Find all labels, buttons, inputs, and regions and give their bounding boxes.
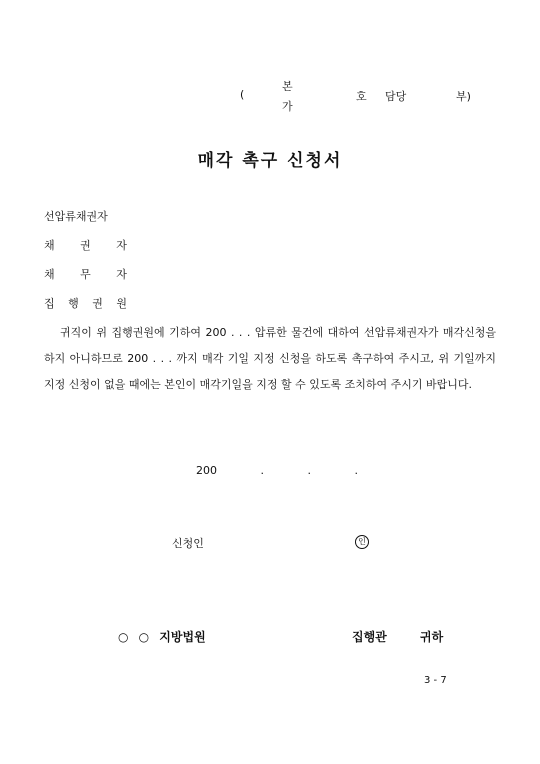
case-header-open-paren: ( xyxy=(240,88,245,101)
case-header-department: 담당 xyxy=(385,90,407,103)
case-header-close: 부) xyxy=(456,90,471,103)
page-number: 3 - 7 xyxy=(424,675,447,686)
seal-mark: 인 xyxy=(355,535,369,549)
case-header-number-suffix: 호 xyxy=(356,90,367,103)
case-header-court-type-bottom: 가 xyxy=(282,100,293,113)
addressee: 집행관 xyxy=(352,630,387,644)
party-label-prior-creditor: 선압류채권자 xyxy=(44,210,108,223)
party-label-enforcement-title: 집 행 권 원 xyxy=(44,297,132,310)
document-title: 매각 촉구 신청서 xyxy=(197,151,343,171)
case-header-court-type-top: 본 xyxy=(282,80,293,93)
party-label-creditor: 채 권 자 xyxy=(44,239,138,252)
court-name: ○ ○ 지방법원 xyxy=(118,630,206,644)
request-body-text: 귀직이 위 집행권원에 기하여 200 . . . 압류한 물건에 대하여 선압류채권자가 매각신청을 하지 아니하므로 200 . . . 까지 매각 기일 지정 신청을 하도록 촉구하여 주시고, 위 기일까지 지정 신청이 없을 때에는 본인이 매각기일을 지정 할 수 있도록 조치하여 주시기 바랍니다. xyxy=(44,326,496,391)
applicant-label: 신청인 xyxy=(172,537,204,550)
request-body xyxy=(44,320,496,398)
party-list xyxy=(44,208,154,311)
party-label-debtor: 채 무 자 xyxy=(44,268,138,281)
honorific: 귀하 xyxy=(420,630,444,644)
date-line: 200 . . . xyxy=(196,464,358,477)
